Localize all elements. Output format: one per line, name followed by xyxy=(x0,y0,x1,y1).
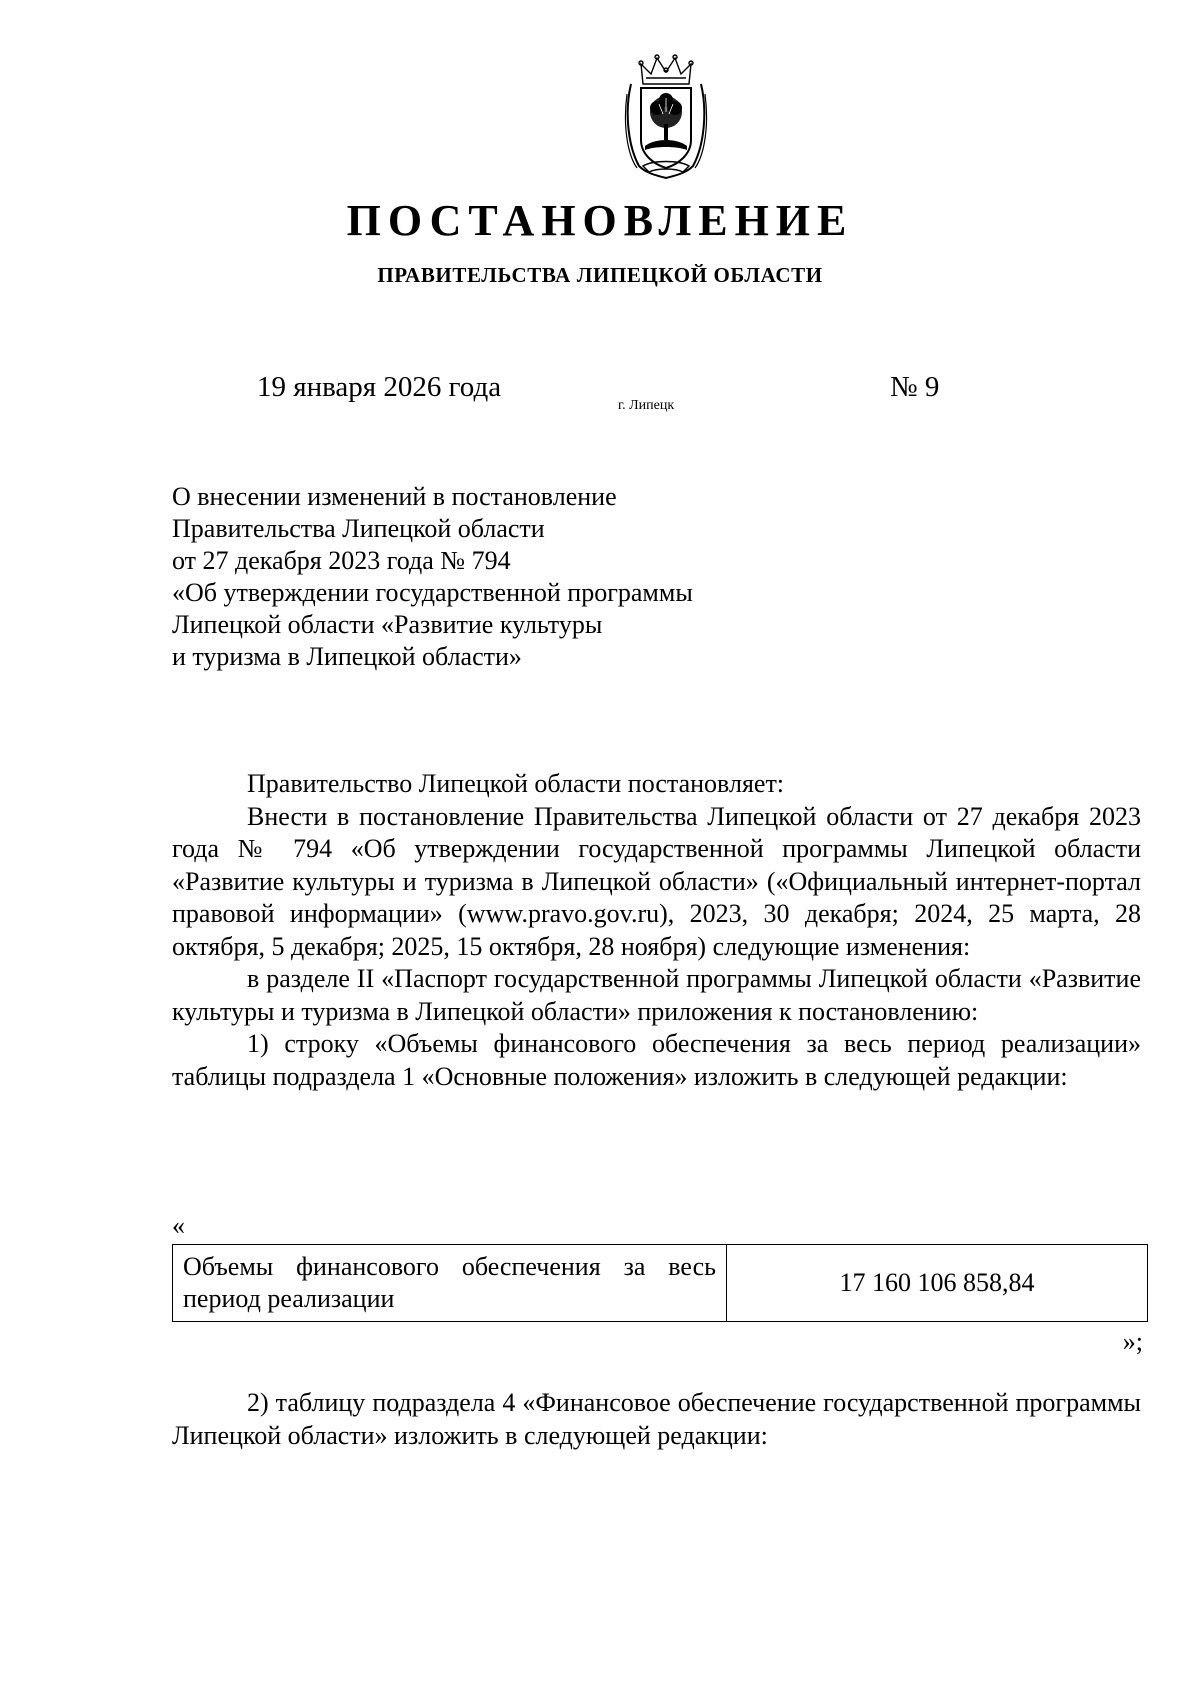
title-line: Липецкой области «Развитие культуры xyxy=(172,610,603,639)
document-date: 19 января 2026 года xyxy=(257,371,502,403)
body-paragraph-item-2: 2) таблицу подраздела 4 «Финансовое обеспечение государственной программы Липецкой области» изложить в следующей редакции: xyxy=(172,1388,1141,1450)
table-value-cell: 17 160 106 858,84 xyxy=(727,1245,1148,1322)
opening-quote: « xyxy=(172,1211,185,1240)
title-line: от 27 декабря 2023 года № 794 xyxy=(172,546,511,575)
document-city: г. Липецк xyxy=(618,398,675,413)
closing-quote: »; xyxy=(1122,1327,1143,1356)
issuer-heading: ПРАВИТЕЛЬСТВА ЛИПЕЦКОЙ ОБЛАСТИ xyxy=(377,263,823,287)
body-paragraph-item-1: 1) строку «Объемы финансового обеспечения за весь период реализации» таблицы подраздела 1 «Основные положения» изложить в следующей редакции: xyxy=(172,1029,1141,1091)
title-line: Правительства Липецкой области xyxy=(172,514,545,543)
document-title xyxy=(172,481,872,673)
title-line: «Об утверждении государственной программы xyxy=(172,578,693,607)
title-line: и туризма в Липецкой области» xyxy=(172,642,522,671)
body-paragraph-decree: Правительство Липецкой области постановляет: xyxy=(247,769,785,798)
title-line: О внесении изменений в постановление xyxy=(172,482,617,511)
coat-of-arms-icon xyxy=(621,54,711,179)
body-paragraph-section: в разделе II «Паспорт государственной программы Липецкой области «Развитие культуры и туризма в Липецкой области» приложения к постановлению: xyxy=(172,964,1141,1026)
table-row xyxy=(173,1245,1148,1322)
financing-table xyxy=(172,1244,1148,1322)
document-number: № 9 xyxy=(890,371,940,403)
document-body xyxy=(172,768,1141,1093)
body-paragraph-amend: Внести в постановление Правительства Липецкой области от 27 декабря 2023 года № 794 «Об утверждении государственной программы Липецкой области «Развитие культуры и туризма в Липецкой области» («Официальный интернет-портал правовой информации» (www.pravo.gov.ru), 2023, 30 декабря; 2024, 25 марта, 28 октября, 5 декабря; 2025, 15 октября, 28 ноября) следующие изменения: xyxy=(172,801,1141,961)
table-label-cell: Объемы финансового обеспечения за весь период реализации xyxy=(173,1245,727,1322)
document-type-heading: ПОСТАНОВЛЕНИЕ xyxy=(346,196,854,245)
